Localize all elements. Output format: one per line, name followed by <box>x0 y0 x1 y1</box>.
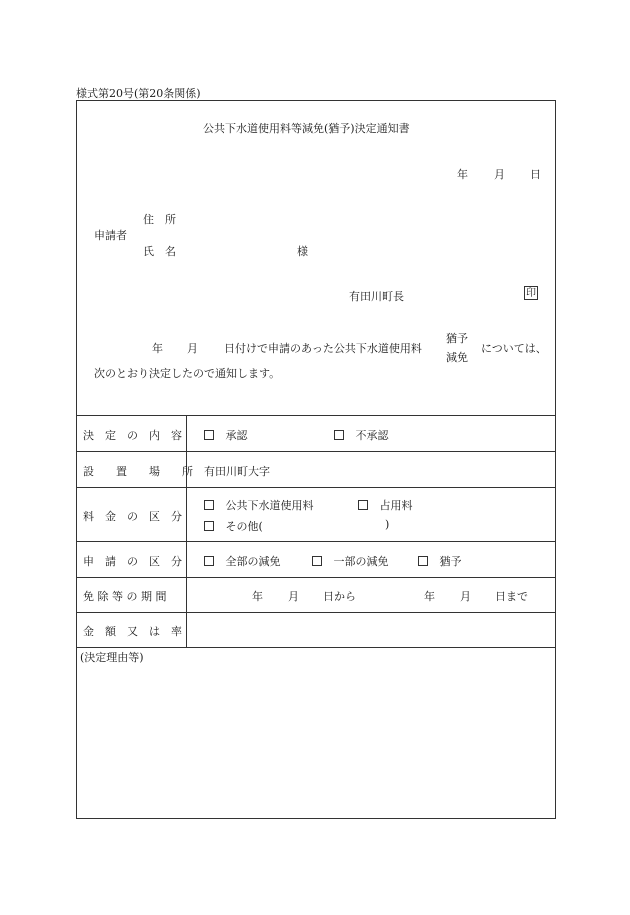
other-fee-label: その他( <box>225 520 263 533</box>
other-fee-option[interactable] <box>204 518 263 534</box>
full-exemption-label: 全部の減免 <box>225 555 281 568</box>
fee-category-label: 料 金 の 区 分 <box>83 510 182 523</box>
checkbox[interactable] <box>204 500 214 510</box>
address-label: 住 所 <box>143 213 176 226</box>
table-line <box>77 647 556 648</box>
request-category-label: 申 請 の 区 分 <box>83 555 182 568</box>
period-to-month: 月 <box>460 590 471 603</box>
deferral-option[interactable] <box>418 553 462 569</box>
full-exemption-option[interactable] <box>204 553 281 569</box>
table-line <box>77 541 556 542</box>
disapprove-label: 不承認 <box>355 429 389 442</box>
checkbox[interactable] <box>204 521 214 531</box>
form-frame <box>76 100 556 819</box>
period-to-day: 日まで <box>495 590 528 603</box>
period-to-year: 年 <box>424 590 435 603</box>
form-number: 様式第20号(第20条関係) <box>76 87 201 100</box>
checkbox[interactable] <box>204 556 214 566</box>
body-month: 月 <box>187 342 198 355</box>
date-month-label: 月 <box>494 168 505 181</box>
partial-exemption-option[interactable] <box>312 553 389 569</box>
document-title: 公共下水道使用料等減免(猶予)決定通知書 <box>203 122 410 135</box>
location-label: 設 置 場 所 <box>83 465 193 478</box>
body-option-bottom: 減免 <box>446 351 468 364</box>
body-option-top: 猶予 <box>446 332 468 345</box>
sewer-fee-label: 公共下水道使用料 <box>225 499 314 512</box>
occupancy-fee-label: 占用料 <box>379 499 413 512</box>
applicant-label: 申請者 <box>94 229 127 242</box>
name-label: 氏 名 <box>143 245 176 258</box>
table-line <box>77 451 556 452</box>
deferral-label: 猶予 <box>439 555 462 568</box>
occupancy-fee-option[interactable] <box>358 497 413 513</box>
checkbox[interactable] <box>418 556 428 566</box>
honorific: 様 <box>297 245 308 258</box>
table-line <box>77 577 556 578</box>
partial-exemption-label: 一部の減免 <box>333 555 389 568</box>
issuer-name: 有田川町長 <box>349 290 404 303</box>
checkbox[interactable] <box>204 430 214 440</box>
table-column-divider <box>186 415 187 647</box>
seal-mark: 印 <box>526 288 536 299</box>
period-from-year: 年 <box>252 590 263 603</box>
checkbox[interactable] <box>334 430 344 440</box>
sewer-fee-option[interactable] <box>204 497 314 513</box>
date-year-label: 年 <box>457 168 468 181</box>
decision-label: 決 定 の 内 容 <box>83 429 182 442</box>
date-day-label: 日 <box>530 168 541 181</box>
reason-label: (決定理由等) <box>80 651 144 664</box>
amount-label: 金 額 又 は 率 <box>83 625 182 638</box>
approve-label: 承認 <box>225 429 248 442</box>
checkbox[interactable] <box>358 500 368 510</box>
body-year: 年 <box>152 342 163 355</box>
period-from-day: 日から <box>323 590 356 603</box>
table-top-line <box>77 415 556 416</box>
body-suffix: については、 <box>481 342 547 355</box>
period-from-month: 月 <box>288 590 299 603</box>
body-prefix: 日付けで申請のあった公共下水道使用料 <box>224 342 422 355</box>
body-line2: 次のとおり決定したので通知します。 <box>94 367 281 380</box>
approve-option[interactable] <box>204 427 248 443</box>
period-label: 免 除 等 の 期 間 <box>83 590 167 603</box>
checkbox[interactable] <box>312 556 322 566</box>
disapprove-option[interactable] <box>334 427 389 443</box>
table-line <box>77 612 556 613</box>
location-value: 有田川町大字 <box>204 465 270 478</box>
table-line <box>77 487 556 488</box>
other-fee-close: ) <box>385 518 390 531</box>
